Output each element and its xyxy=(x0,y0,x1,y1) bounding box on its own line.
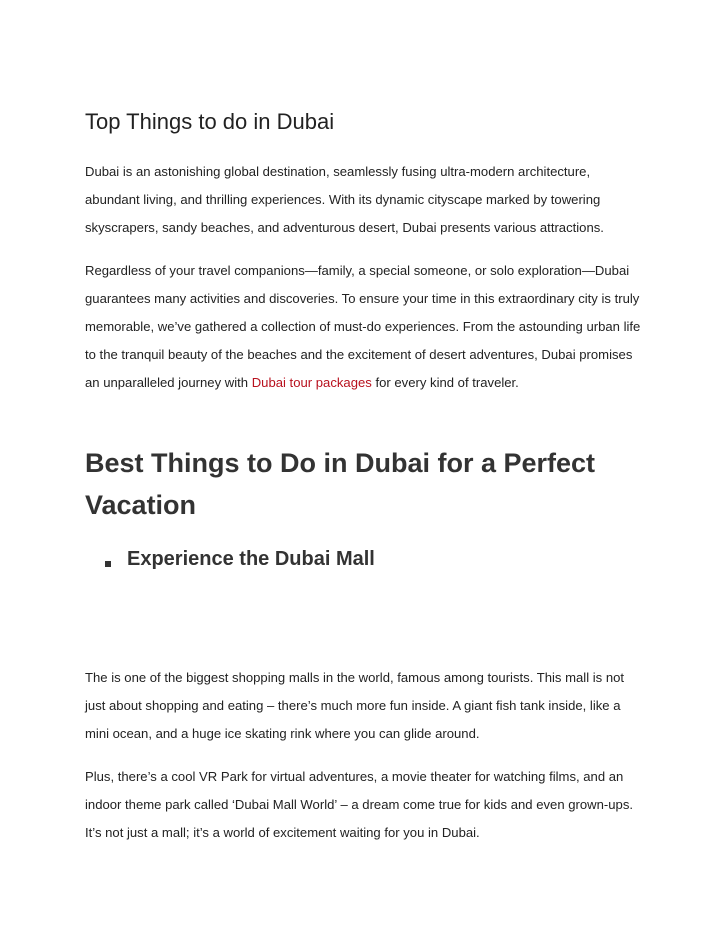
page-title: Top Things to do in Dubai xyxy=(85,109,335,134)
subheading-list-item xyxy=(105,545,375,573)
vr-park-paragraph: Plus, there’s a cool VR Park for virtual adventures, a movie theater for watching films, and an indoor theme park called ‘Dubai Mall World’ – a dream come true for kids and even grown-ups. It’s not just a mall; it’s a world of excitement waiting for you in Dubai. xyxy=(85,769,634,840)
companions-text: Regardless of your travel companions—family, a special someone, or solo exploration—Dubai guarantees many activities and discoveries. To ensure your time in this extraordinary city is truly memorable, we’ve gathered a collection of must-do experiences. From the astounding urban life to the tranquil beauty of the beaches and the excitement of desert adventures, Dubai promises an unparalleled journey with xyxy=(85,263,641,390)
companions-text-end: for every kind of traveler. xyxy=(371,375,519,390)
dubai-tour-packages-link[interactable]: Dubai tour packages xyxy=(251,375,372,390)
intro-paragraph: Dubai is an astonishing global destination, seamlessly fusing ultra-modern architecture, abundant living, and thrilling experiences. With its dynamic cityscape marked by towering skyscrapers, sandy beaches, and adventurous desert, Dubai presents various attractions. xyxy=(85,164,604,235)
mall-paragraph: The is one of the biggest shopping malls in the world, famous among tourists. This mall is not just about shopping and eating – there’s much more fun inside. A giant fish tank inside, like a mini ocean, and a huge ice skating rink where you can glide around. xyxy=(85,670,625,741)
companions-paragraph xyxy=(85,257,645,397)
section-heading: Best Things to Do in Dubai for a Perfect Vacation xyxy=(85,448,596,520)
subheading: Experience the Dubai Mall xyxy=(127,548,375,570)
square-bullet-icon xyxy=(105,561,111,567)
